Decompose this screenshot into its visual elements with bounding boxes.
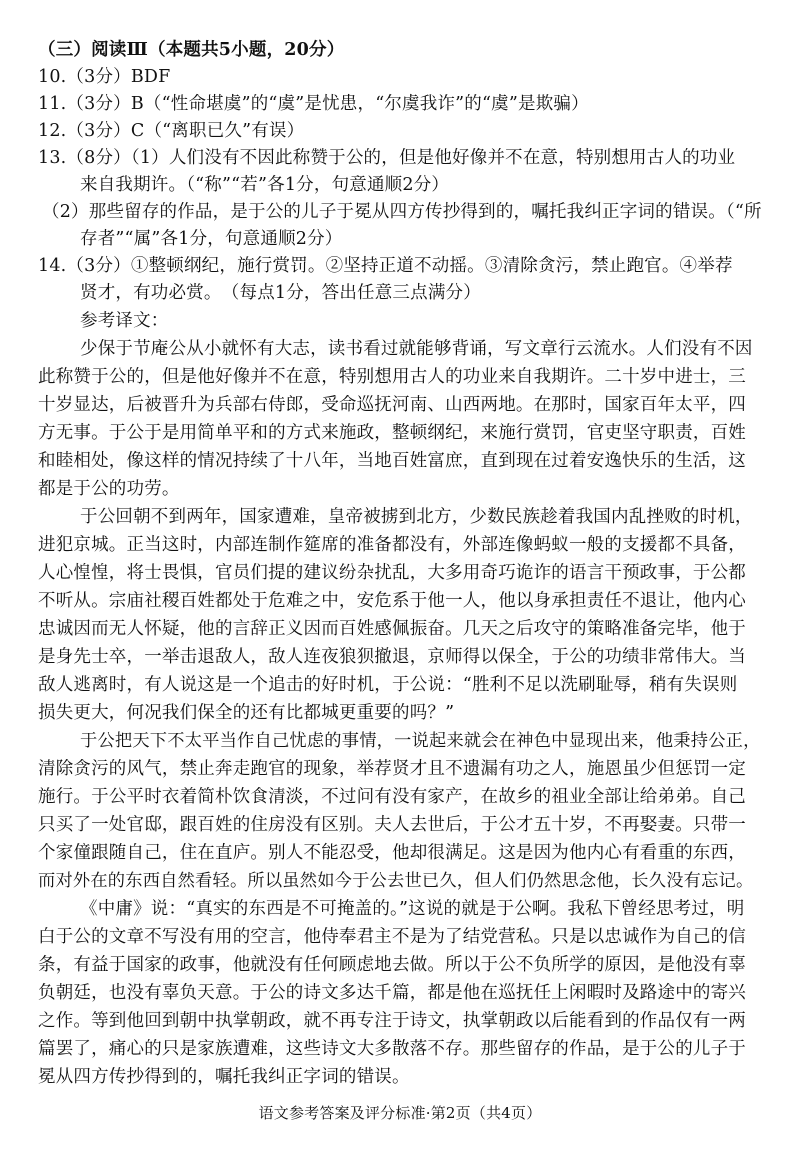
answer-line: 存者”“属”各1分，句意通顺2分） bbox=[80, 229, 343, 249]
translation-line: 《中庸》说：“真实的东西是不可掩盖的。”这说的就是于公啊。我私下曾经思考过，明 bbox=[80, 899, 745, 919]
translation-line: 于公回朝不到两年，国家遭难，皇帝被掳到北方，少数民族趁着我国内乱挫败的时机， bbox=[80, 507, 753, 527]
answer-line: 10.（3分）BDF bbox=[38, 67, 171, 87]
answer-line: 贤才，有功必赏。 （每点1分，答出任意三点满分） bbox=[80, 283, 481, 303]
translation-line: 方无事。于公于是用简单平和的方式来施政，整顿纲纪，来施行赏罚，官吏坚守职责，百姓 bbox=[38, 423, 746, 443]
page-footer: 语文参考答案及评分标准·第2页（共4页） bbox=[258, 1104, 542, 1122]
translation-line: 不听从。宗庙社稷百姓都处于危难之中，安危系于他一人，他以身承担责任不退让，他内心 bbox=[38, 591, 746, 611]
translation-line: 人心惶惶，将士畏惧，官员们提的建议纷杂扰乱，大多用奇巧诡诈的语言干预政事，于公都 bbox=[38, 563, 746, 583]
translation-line: 少保于节庵公从小就怀有大志，读书看过就能够背诵，写文章行云流水。人们没有不因 bbox=[80, 339, 753, 359]
translation-line: 施行。于公平时衣着简朴饮食清淡，不过问有没有家产，在故乡的祖业全部让给弟弟。自己 bbox=[38, 787, 746, 807]
answer-line: 11.（3分）B（“性命堪虞”的“虞”是忧患，“尔虞我诈”的“虞”是欺骗） bbox=[38, 94, 589, 114]
answer-line: 来自我期许。（“称”“若”各1分，句意通顺2分） bbox=[80, 175, 450, 195]
translation-line: 和睦相处，像这样的情况持续了十八年，当地百姓富庶，直到现在过着安逸快乐的生活，这 bbox=[38, 451, 746, 471]
translation-line: 都是于公的功劳。 bbox=[38, 479, 180, 499]
translation-line: 而对外在的东西自然看轻。所以虽然如今于公去世已久，但人们仍然思念他，长久没有忘记。 bbox=[38, 871, 754, 891]
translation-line: 清除贪污的风气，禁止奔走跑官的现象，举荐贤才且不遗漏有功之人，施恩虽少但惩罚一定 bbox=[38, 759, 746, 779]
section-title: （三）阅读Ⅲ（本题共5小题，20分） bbox=[38, 40, 345, 60]
translation-line: 十岁显达，后被晋升为兵部右侍郎，受命巡抚河南、山西两地。在那时，国家百年太平，四 bbox=[38, 395, 746, 415]
answer-line: 13.（8分）（1）人们没有不因此称赞于公的，但是他好像并不在意，特别想用古人的功业 bbox=[38, 148, 736, 168]
answer-line: （2）那些留存的作品，是于公的儿子于冕从四方传抄得到的，嘱托我纠正字词的错误。（“所 bbox=[42, 202, 762, 222]
translation-line: 此称赞于公的，但是他好像并不在意，特别想用古人的功业来自我期许。二十岁中进士，三 bbox=[38, 367, 746, 387]
translation-line: 负朝廷，也没有辜负天意。于公的诗文多达千篇，都是他在巡抚任上闲暇时及路途中的寄兴 bbox=[38, 983, 746, 1003]
translation-line: 是身先士卒，一举击退敌人，敌人连夜狼狈撤退，京师得以保全，于公的功绩非常伟大。当 bbox=[38, 647, 746, 667]
translation-line: 之作。等到他回到朝中执掌朝政，就不再专注于诗文，执掌朝政以后能看到的作品仅有一两 bbox=[38, 1011, 746, 1031]
translation-line: 条，有益于国家的政事，他就没有任何顾虑地去做。所以于公不负所学的原因，是他没有辜 bbox=[38, 955, 746, 975]
answer-line: 12.（3分）C（“离职已久”有误） bbox=[38, 121, 305, 141]
translation-heading: 参考译文： bbox=[80, 311, 169, 331]
translation-line: 于公把天下不太平当作自己忧虑的事情，一说起来就会在神色中显现出来，他秉持公正， bbox=[80, 731, 761, 751]
answer-line: 14.（3分）①整顿纲纪，施行赏罚。②坚持正道不动摇。③清除贪污，禁止跑官。④举荐 bbox=[38, 256, 733, 276]
translation-line: 进犯京城。正当这时，内部连制作筵席的准备都没有，外部连像蚂蚁一般的支援都不具备， bbox=[38, 535, 746, 555]
translation-line: 白于公的文章不写没有用的空言，他侍奉君主不是为了结党营私。只是以忠诚作为自己的信 bbox=[38, 927, 746, 947]
translation-line: 敌人逃离时，有人说这是一个追击的好时机，于公说：“胜利不足以洗刷耻辱，稍有失误则 bbox=[38, 675, 738, 695]
translation-line: 忠诚因而无人怀疑，他的言辞正义因而百姓感佩振奋。几天之后攻守的策略准备完毕，他于 bbox=[38, 619, 746, 639]
translation-line: 损失更大，何况我们保全的还有比都城更重要的吗？” bbox=[38, 703, 455, 723]
translation-line: 个家僮跟随自己，住在直庐。别人不能忍受，他却很满足。这是因为他内心有看重的东西， bbox=[38, 843, 746, 863]
translation-line: 篇罢了，痛心的只是家族遭难，这些诗文大多散落不存。那些留存的作品，是于公的儿子于 bbox=[38, 1039, 746, 1059]
translation-line: 只买了一处官邸，跟百姓的住房没有区别。夫人去世后，于公才五十岁，不再娶妻。只带一 bbox=[38, 815, 746, 835]
translation-line: 冕从四方传抄得到的，嘱托我纠正字词的错误。 bbox=[38, 1067, 410, 1087]
